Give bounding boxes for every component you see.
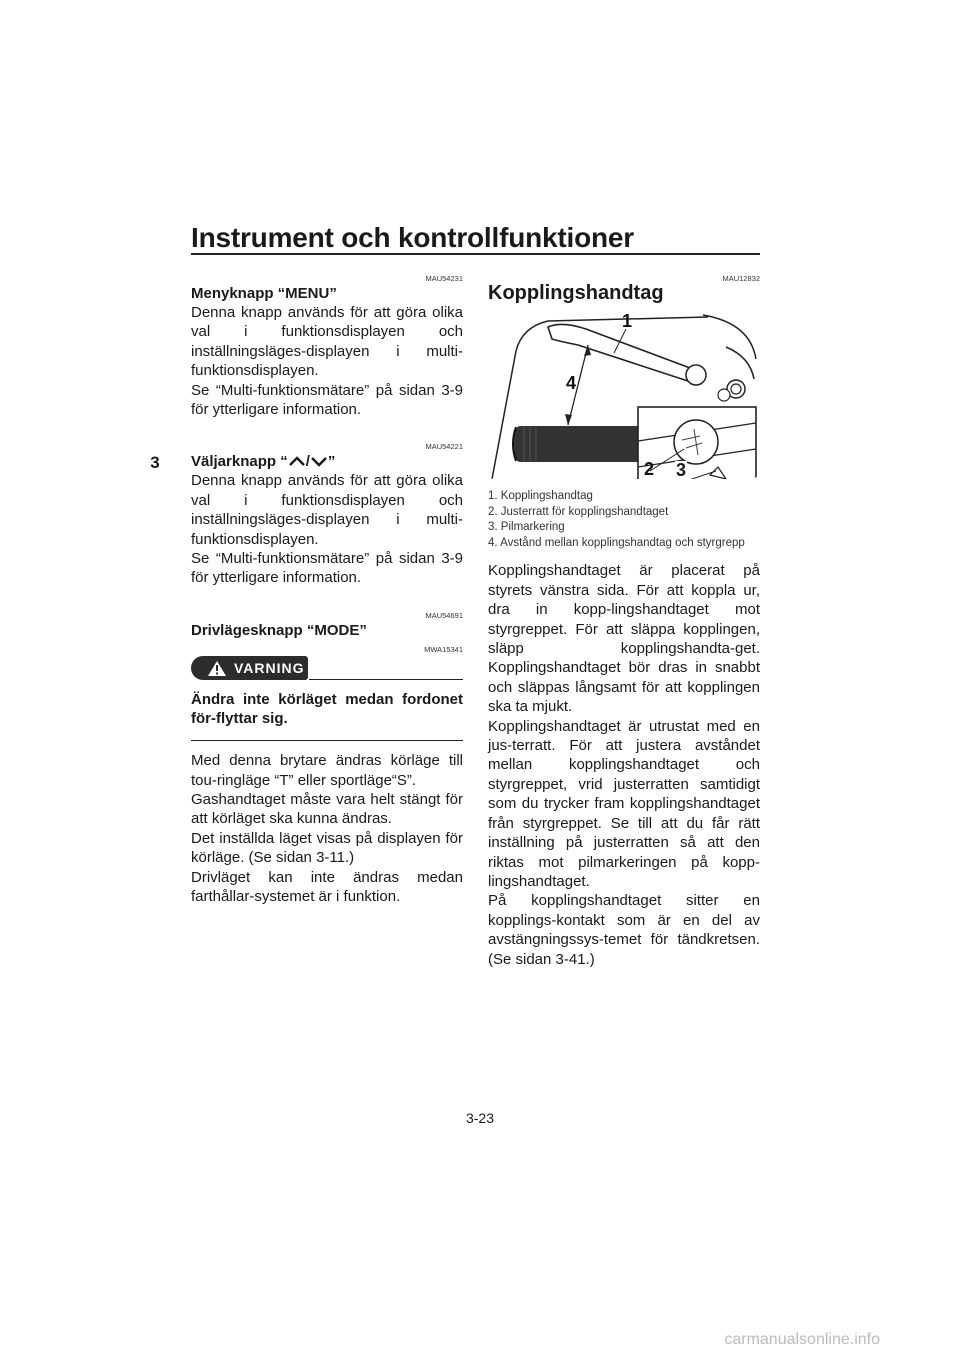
menu-reference: Se “Multi-funktionsmätare” på sidan 3-9 för ytterligare information.	[191, 381, 463, 419]
clutch-lever-figure	[488, 309, 758, 479]
chevron-up-icon	[288, 455, 306, 467]
select-paragraph: Denna knapp används för att göra olika val i funktionsdisplayen och inställningsläges-displayen i multi-funktionsdisplayen.	[191, 472, 463, 548]
warning-code: MWA15341	[424, 644, 463, 654]
select-heading-pre: Väljarknapp “	[191, 453, 288, 471]
clutch-paragraph-3: På kopplingshandtaget sitter en kopplings-kontakt som är en del av avstängningssys-temet för tändkretsen. (Se sidan 3-41.)	[488, 892, 760, 968]
select-button-heading	[191, 452, 463, 471]
clutch-lever-heading: Kopplingshandtag	[488, 282, 664, 304]
section-code: MAU12832	[722, 274, 760, 283]
clutch-lever-illustration	[488, 309, 758, 479]
caption-item: 3. Pilmarkering	[488, 521, 565, 534]
figure-captions	[488, 489, 760, 551]
footer-watermark: carmanualsonline.info	[724, 1331, 880, 1348]
caption-item: 4. Avstånd mellan kopplingshandtag och styrgrepp	[488, 536, 745, 549]
caption-item: 1. Kopplingshandtag	[488, 490, 593, 503]
page-title: Instrument och kontrollfunktioner	[191, 222, 634, 253]
mode-paragraph-2: Gashandtaget måste vara helt stängt för att körläget ska kunna ändras.	[191, 791, 463, 828]
select-reference: Se “Multi-funktionsmätare” på sidan 3-9 för ytterligare information.	[191, 550, 463, 587]
callout-1: 1	[622, 311, 633, 332]
callout-3: 3	[676, 460, 687, 480]
select-heading-post: ”	[327, 453, 336, 471]
caption-item: 2. Justerratt för kopplingshandtaget	[488, 505, 669, 518]
clutch-paragraph-2: Kopplingshandtaget är utrustat med en jus-terratt. För att justera avståndet mellan kopplingshandtaget och styrgreppet, vrid justerratten samtidigt som du trycker fram kopplingshandtaget från styrgreppet. Se till att du får rätt inställning på justerratten så att den riktas mot pilmarkeringen på kopp-lingshandtaget.	[488, 717, 760, 890]
warning-header	[191, 656, 463, 682]
mode-paragraph-1: Med denna brytare ändras körläge till tou-ringläge “T” eller sportläge“S”.	[191, 752, 463, 789]
mode-paragraph-3: Det inställda läget visas på displayen för körläge. (Se sidan 3-11.)	[191, 829, 463, 867]
chevron-down-icon	[310, 455, 328, 467]
chapter-tab-number: 3	[150, 453, 160, 472]
warning-top-rule	[309, 679, 463, 681]
callout-4: 4	[566, 373, 577, 394]
warning-label: VARNING	[234, 659, 305, 676]
section-code: MAU54231	[425, 274, 463, 283]
select-heading-sep: /	[305, 453, 310, 471]
page-number: 3-23	[465, 1110, 495, 1126]
left-column	[191, 273, 463, 906]
mode-paragraph-4: Drivläget kan inte ändras medan farthållar-systemet är i funktion.	[191, 868, 463, 906]
callout-2: 2	[644, 459, 655, 480]
section-code: MAU54691	[425, 610, 463, 620]
menu-paragraph: Denna knapp används för att göra olika val i funktionsdisplayen och inställningsläges-displayen i multi-funktionsdisplayen.	[191, 304, 463, 380]
mode-button-heading: Drivlägesknapp “MODE”	[191, 621, 367, 639]
chapter-tab	[141, 257, 169, 897]
menu-button-heading: Menyknapp “MENU”	[191, 285, 337, 302]
right-column	[488, 273, 760, 969]
warning-triangle-icon	[207, 660, 227, 677]
warning-bottom-rule	[191, 740, 463, 742]
title-rule	[191, 253, 760, 255]
clutch-paragraph-1: Kopplingshandtaget är placerat på styrets vänstra sida. För att koppla ur, dra in kopp-lingshandtaget mot styrgreppet. För att släppa kopplingen, släpp kopplingshandta-get. Kopplingshandtaget bör dras in snabbt och släppas långsamt för att kopplingen ska ta mjukt.	[488, 562, 760, 716]
warning-text: Ändra inte körläget medan fordonet för-flyttar sig.	[191, 690, 463, 728]
warning-badge	[191, 656, 308, 680]
section-code: MAU54221	[425, 442, 463, 452]
